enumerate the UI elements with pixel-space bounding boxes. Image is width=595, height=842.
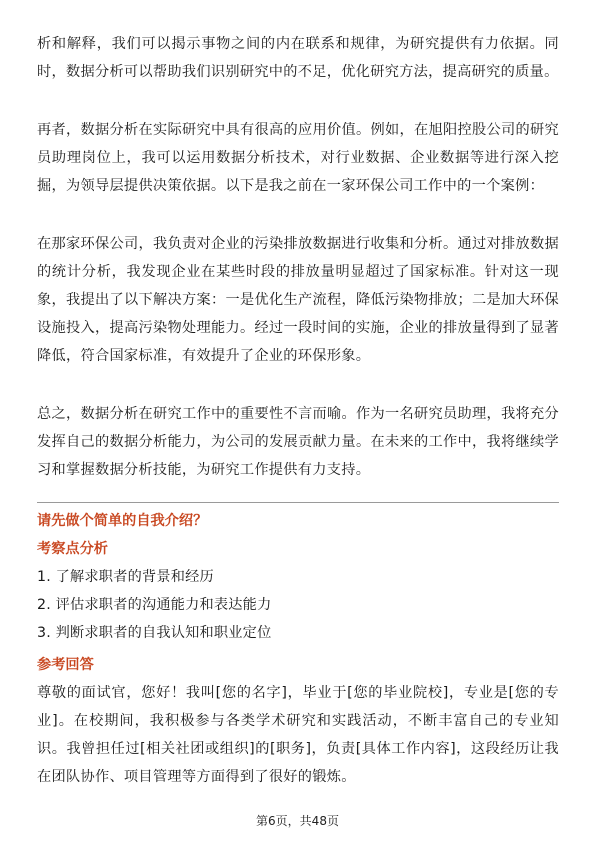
body-paragraph: 析和解释，我们可以揭示事物之间的内在联系和规律，为研究提供有力依据。同时，数据分析可以帮助我们识别研究中的不足，优化研究方法，提高研究的质量。 bbox=[37, 36, 559, 80]
analysis-heading: 考察点分析 bbox=[37, 541, 108, 557]
analysis-point: 2. 评估求职者的沟通能力和表达能力 bbox=[37, 597, 272, 613]
analysis-point: 1. 了解求职者的背景和经历 bbox=[37, 569, 214, 585]
answer-paragraph: 尊敬的面试官，您好！我叫[您的名字]，毕业于[您的毕业院校]，专业是[您的专业]。在校期间，我积极参与各类学术研究和实践活动，不断丰富自己的专业知识。我曾担任过[相关社团或组织]的[职务]，负责[具体工作内容]，这段经历让我在团队协作、项目管理等方面得到了很好的锻炼。 bbox=[37, 685, 559, 785]
body-paragraph: 总之，数据分析在研究工作中的重要性不言而喻。作为一名研究员助理，我将充分发挥自己的数据分析能力，为公司的发展贡献力量。在未来的工作中，我将继续学习和掌握数据分析技能，为研究工作提供有力支持。 bbox=[37, 406, 559, 478]
page-number-footer: 第6页，共48页 bbox=[256, 814, 339, 828]
section-divider bbox=[37, 502, 559, 503]
analysis-point: 3. 判断求职者的自我认知和职业定位 bbox=[37, 625, 272, 641]
body-paragraph: 再者，数据分析在实际研究中具有很高的应用价值。例如，在旭阳控股公司的研究员助理岗位上，我可以运用数据分析技术，对行业数据、企业数据等进行深入挖掘，为领导层提供决策依据。以下是我之前在一家环保公司工作中的一个案例： bbox=[37, 122, 559, 194]
document-page bbox=[37, 30, 559, 791]
interview-question: 请先做个简单的自我介绍？ bbox=[37, 513, 208, 529]
body-paragraph: 在那家环保公司，我负责对企业的污染排放数据进行收集和分析。通过对排放数据的统计分析，我发现企业在某些时段的排放量明显超过了国家标准。针对这一现象，我提出了以下解决方案：一是优化生产流程，降低污染物排放；二是加大环保设施投入，提高污染物处理能力。经过一段时间的实施，企业的排放量得到了显著降低，符合国家标准，有效提升了企业的环保形象。 bbox=[37, 236, 559, 364]
analysis-points-list bbox=[37, 563, 559, 647]
answer-heading: 参考回答 bbox=[37, 657, 94, 673]
